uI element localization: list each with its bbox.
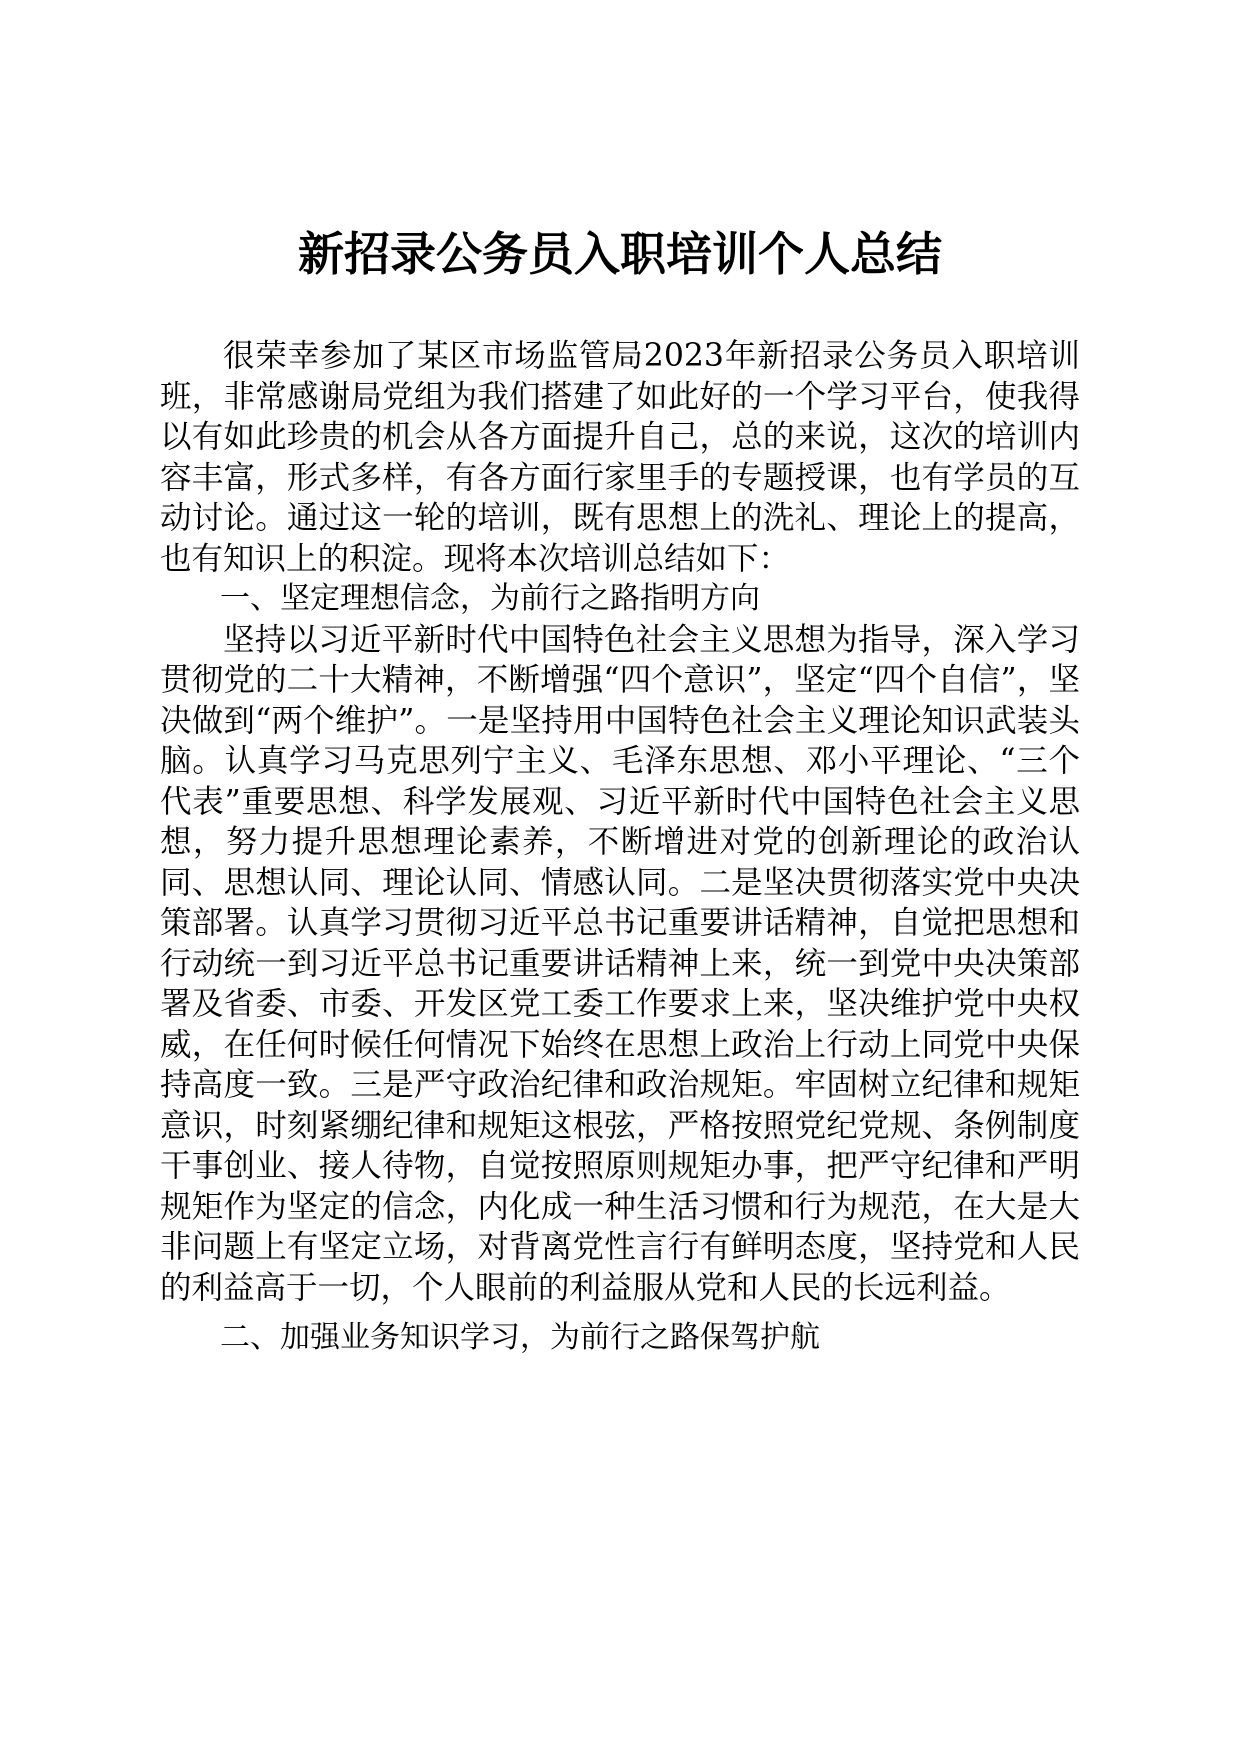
section-heading-2: 二、加强业务知识学习，为前行之路保驾护航 bbox=[220, 1320, 820, 1355]
document-body bbox=[160, 336, 1080, 1359]
section-1-paragraph: 坚持以习近平新时代中国特色社会主义思想为指导，深入学习贯彻党的二十大精神，不断增强“四个意识”，坚定“四个自信”，坚决做到“两个维护”。一是坚持用中国特色社会主义理论知识武装头脑。认真学习马克思列宁主义、毛泽东思想、邓小平理论、“三个代表”重要思想、科学发展观、习近平新时代中国特色社会主义思想，努力提升思想理论素养，不断增进对党的创新理论的政治认同、思想认同、理论认同、情感认同。二是坚决贯彻落实党中央决策部署。认真学习贯彻习近平总书记重要讲话精神，自觉把思想和行动统一到习近平总书记重要讲话精神上来，统一到党中央决策部署及省委、市委、开发区党工委工作要求上来，坚决维护党中央权威，在任何时候任何情况下始终在思想上政治上行动上同党中央保持高度一致。三是严守政治纪律和政治规矩。牢固树立纪律和规矩意识，时刻紧绷纪律和规矩这根弦，严格按照党纪党规、条例制度干事创业、接人待物，自觉按照原则规矩办事，把严守纪律和严明规矩作为坚定的信念，内化成一种生活习惯和行为规范，在大是大非问题上有坚定立场，对背离党性言行有鲜明态度，坚持党和人民的利益高于一切，个人眼前的利益服从党和人民的长远利益。 bbox=[160, 621, 1080, 1306]
document-title: 新招录公务员入职培训个人总结 bbox=[298, 227, 942, 281]
section-heading-1: 一、坚定理想信念，为前行之路指明方向 bbox=[220, 581, 760, 616]
intro-paragraph: 很荣幸参加了某区市场监管局2023年新招录公务员入职培训班，非常感谢局党组为我们搭建了如此好的一个学习平台，使我得以有如此珍贵的机会从各方面提升自己，总的来说，这次的培训内容丰富，形式多样，有各方面行家里手的专题授课，也有学员的互动讨论。通过这一轮的培训，既有思想上的洗礼、理论上的提高，也有知识上的积淀。现将本次培训总结如下： bbox=[160, 338, 1080, 577]
